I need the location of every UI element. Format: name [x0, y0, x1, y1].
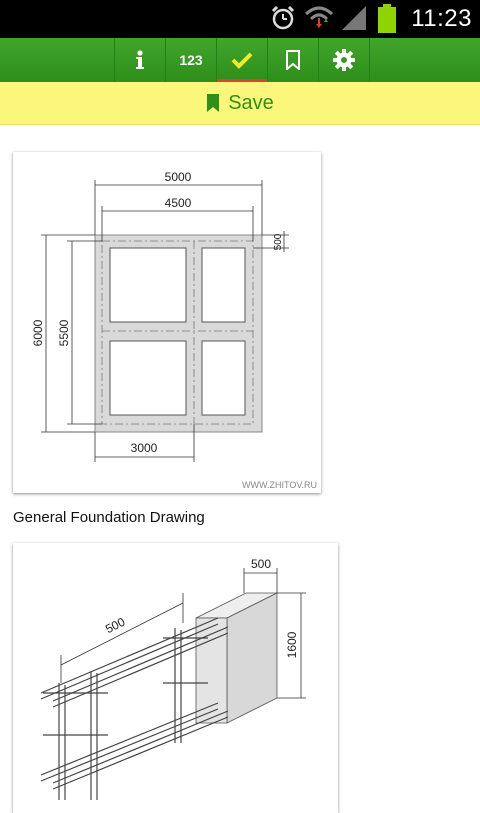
- alarm-icon: [270, 4, 296, 32]
- gear-icon: [333, 49, 355, 71]
- tab-bookmark[interactable]: [267, 38, 318, 82]
- foundation-plan-drawing: [13, 152, 321, 493]
- dimension-left-span: 3000: [130, 441, 158, 455]
- dimension-inner-width: 4500: [164, 196, 192, 210]
- foundation-drawing-card[interactable]: [13, 152, 321, 493]
- opening: [202, 341, 245, 415]
- rebar-isometric-drawing: [13, 543, 338, 800]
- tab-bar: [0, 38, 480, 82]
- dimension-block-height: 1600: [285, 631, 299, 659]
- tab-check[interactable]: [216, 38, 267, 82]
- dimension-wall: 500: [273, 233, 284, 251]
- dimension-outer-width: 5000: [164, 170, 192, 184]
- wifi-icon: [304, 4, 334, 32]
- opening: [110, 341, 186, 415]
- dimension-outer-height: 6000: [31, 319, 45, 347]
- tab-info[interactable]: [114, 38, 165, 82]
- save-button[interactable]: [0, 82, 480, 125]
- clock: 11:23: [411, 5, 472, 32]
- opening: [202, 248, 245, 322]
- figure-caption: General Foundation Drawing: [13, 509, 205, 526]
- dimension-inner-height: 5500: [57, 319, 71, 347]
- status-bar: [0, 0, 480, 38]
- bookmark-icon: [206, 94, 220, 112]
- tab-numbers[interactable]: [165, 38, 216, 82]
- watermark: WWW.ZHITOV.RU: [242, 480, 317, 490]
- dimension-block-width: 500: [250, 557, 272, 571]
- rebar-drawing-card[interactable]: [13, 543, 338, 813]
- tab-settings[interactable]: [318, 38, 370, 82]
- check-icon: [231, 51, 253, 69]
- battery-icon: [376, 4, 398, 34]
- save-label: Save: [228, 91, 274, 114]
- info-icon: [133, 50, 147, 70]
- dimension-rebar-span: 500: [103, 614, 128, 637]
- opening: [110, 248, 186, 322]
- numbers-icon: 123: [179, 52, 203, 68]
- signal-icon: [340, 4, 368, 32]
- bookmark-icon: [285, 50, 301, 70]
